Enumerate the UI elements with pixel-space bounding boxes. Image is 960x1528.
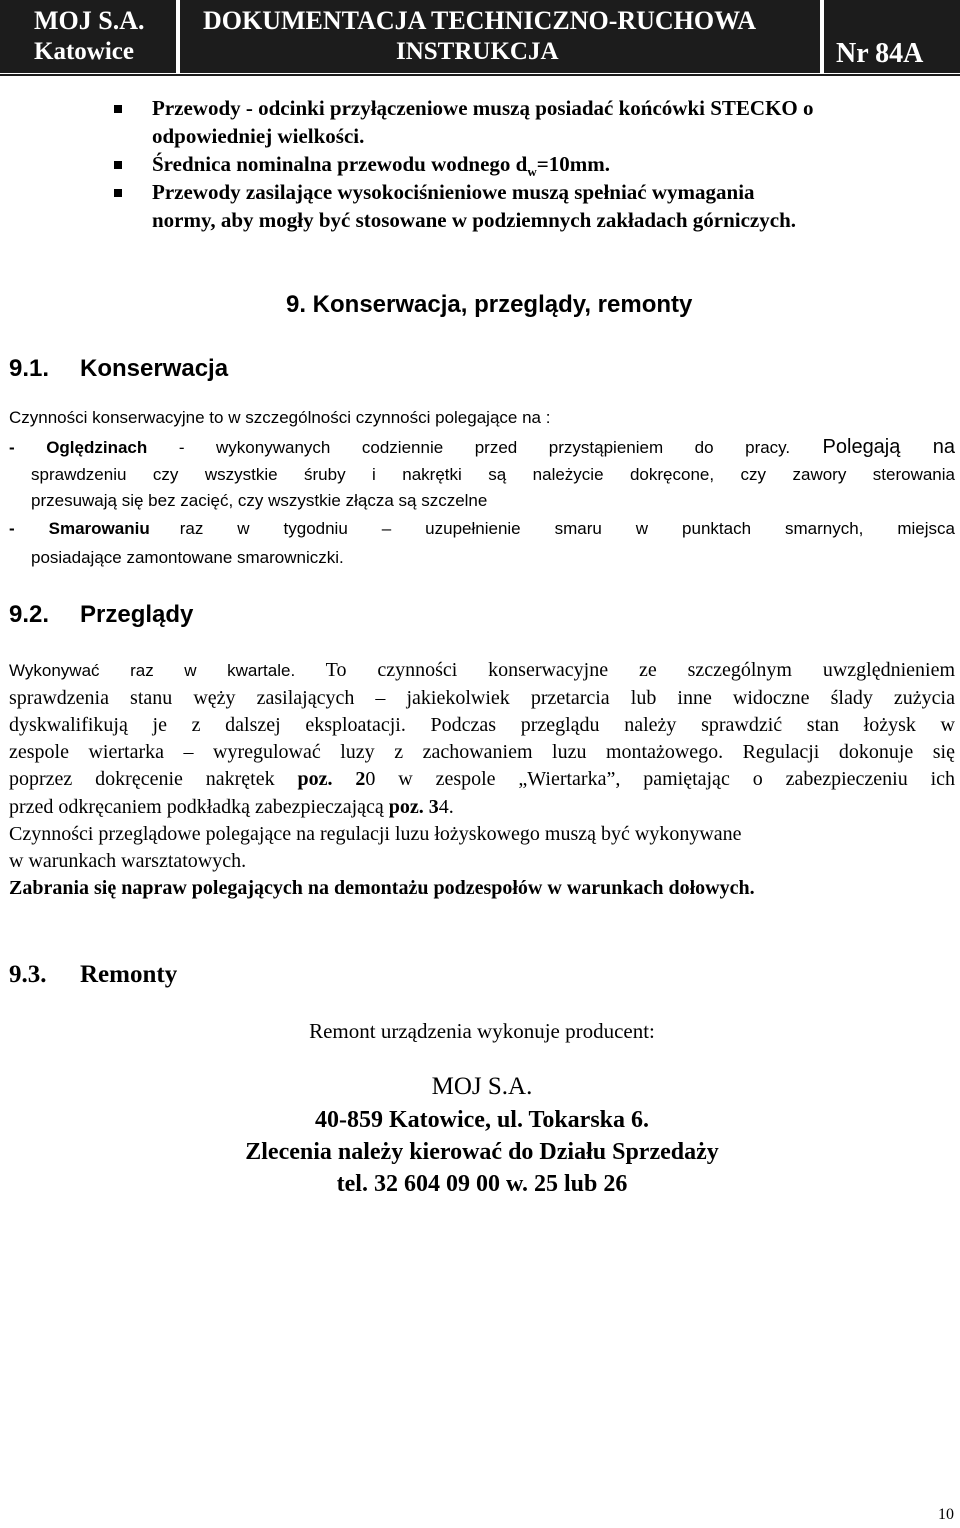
inspection-text-b: Polegają na: [790, 436, 955, 458]
header-title-cell: [180, 0, 820, 73]
bullet-2-tail: =10mm.: [536, 152, 610, 176]
header-doc-number: Nr 84A: [836, 38, 924, 69]
phone-info: tel. 32 604 09 00 w. 25 lub 26: [336, 1171, 628, 1197]
bullet-2-text: Średnica nominalna przewodu wodnego d: [152, 152, 528, 176]
header-city: Katowice: [34, 38, 134, 65]
bullet-3-line-1: Przewody zasilające wysokociśnieniowe muszą spełniać wymagania: [152, 180, 755, 204]
page-number: 10: [938, 1506, 954, 1523]
section-9-2-number: 9.2.: [9, 601, 50, 628]
maintenance-intro: Czynności konserwacyjne to w szczególności czynności polegające na :: [9, 408, 551, 427]
manufacturer-name: MOJ S.A.: [431, 1073, 533, 1100]
lubrication-text: raz w tygodniu – uzupełnienie smaru w punktach smarnych, miejsca: [179, 519, 955, 538]
review-line-6-c: 4.: [438, 796, 454, 818]
review-line-1: [9, 659, 955, 682]
section-9-1-title: Konserwacja: [80, 355, 229, 382]
review-line-6-a: przed odkręcaniem podkładką zabezpieczającą: [9, 796, 389, 818]
review-line-1-b: To czynności konserwacyjne ze szczególnym uwzględnieniem: [295, 659, 956, 681]
review-line-5: [9, 768, 955, 791]
lubrication-label: - Smarowaniu: [9, 519, 150, 538]
warning-text: Zabrania się napraw polegających na demontażu podzespołów w warunkach dołowych.: [9, 877, 755, 899]
review-line-6: [9, 796, 454, 819]
inspection-text: - wykonywanych codziennie przed przystąpieniem do pracy.: [147, 438, 791, 457]
orders-info: Zlecenia należy kierować do Działu Sprzedaży: [245, 1139, 719, 1165]
review-line-4: zespole wiertarka – wyregulować luzy z zachowaniem luzu montażowego. Regulacji dokonuje się: [9, 741, 955, 763]
review-line-3: dyskwalifikują je z dalszej eksploatacji. Podczas przeglądu należy sprawdzić stan łożysk w: [9, 714, 955, 736]
review-frequency: Wykonywać raz w kwartale.: [9, 661, 296, 680]
review-line-5-c: 0 w zespole „Wiertarka”, pamiętając o zabezpieczeniu ich: [365, 768, 956, 790]
review-line-2: sprawdzenia stanu węży zasilających – jakiekolwiek przetarcia lub inne widoczne ślady zużycia: [9, 687, 955, 709]
manufacturer-address: 40-859 Katowice, ul. Tokarska 6.: [314, 1107, 650, 1133]
bullet-1-line-1: Przewody - odcinki przyłączeniowe muszą posiadać końcówki STECKO o: [152, 96, 814, 120]
review-line-5-a: poprzez dokręcenie nakrętek: [9, 768, 298, 790]
header-company: MOJ S.A.: [34, 6, 145, 35]
inspection-label: - Oględzinach: [9, 438, 148, 457]
repair-intro: Remont urządzenia wykonuje producent:: [309, 1019, 655, 1043]
bullet-2-subscript: w: [527, 164, 537, 180]
bullet-1-line-2: odpowiedniej wielkości.: [152, 124, 365, 148]
review-note-line-1: Czynności przeglądowe polegające na regulacji luzu łożyskowego muszą być wykonywane: [9, 823, 742, 845]
section-9-2-title: Przeglądy: [80, 601, 194, 628]
inspection-line-3: przesuwają się bez zacięć, czy wszystkie złącza są szczelne: [31, 491, 488, 510]
review-line-6-b: poz. 3: [388, 796, 439, 818]
header-number-cell: [824, 0, 960, 73]
bullet-square-icon: [114, 161, 122, 169]
header-company-cell: [0, 0, 176, 73]
section-9-3-title: Remonty: [80, 961, 178, 988]
bullet-2: [152, 152, 610, 180]
inspection-line-1: [9, 436, 955, 459]
section-9-title: 9. Konserwacja, przeglądy, remonty: [286, 291, 693, 318]
section-9-3-number: 9.3.: [9, 961, 47, 988]
bullet-square-icon: [114, 189, 122, 197]
header-divider: [0, 74, 960, 76]
header-subtitle: INSTRUKCJA: [396, 38, 559, 65]
document-header: [0, 0, 960, 76]
section-9-1-number: 9.1.: [9, 355, 50, 382]
inspection-line-2: sprawdzeniu czy wszystkie śruby i nakrętki są należycie dokręcone, czy zawory sterowania: [31, 465, 955, 484]
header-title: DOKUMENTACJA TECHNICZNO-RUCHOWA: [203, 6, 757, 35]
bullet-square-icon: [114, 105, 122, 113]
lubrication-line-2: posiadające zamontowane smarowniczki.: [31, 548, 344, 567]
review-note-line-2: w warunkach warsztatowych.: [9, 850, 247, 872]
lubrication-line-1: [9, 519, 955, 539]
review-line-5-b: poz. 2: [297, 768, 366, 790]
bullet-3-line-2: normy, aby mogły być stosowane w podziemnych zakładach górniczych.: [152, 208, 797, 232]
